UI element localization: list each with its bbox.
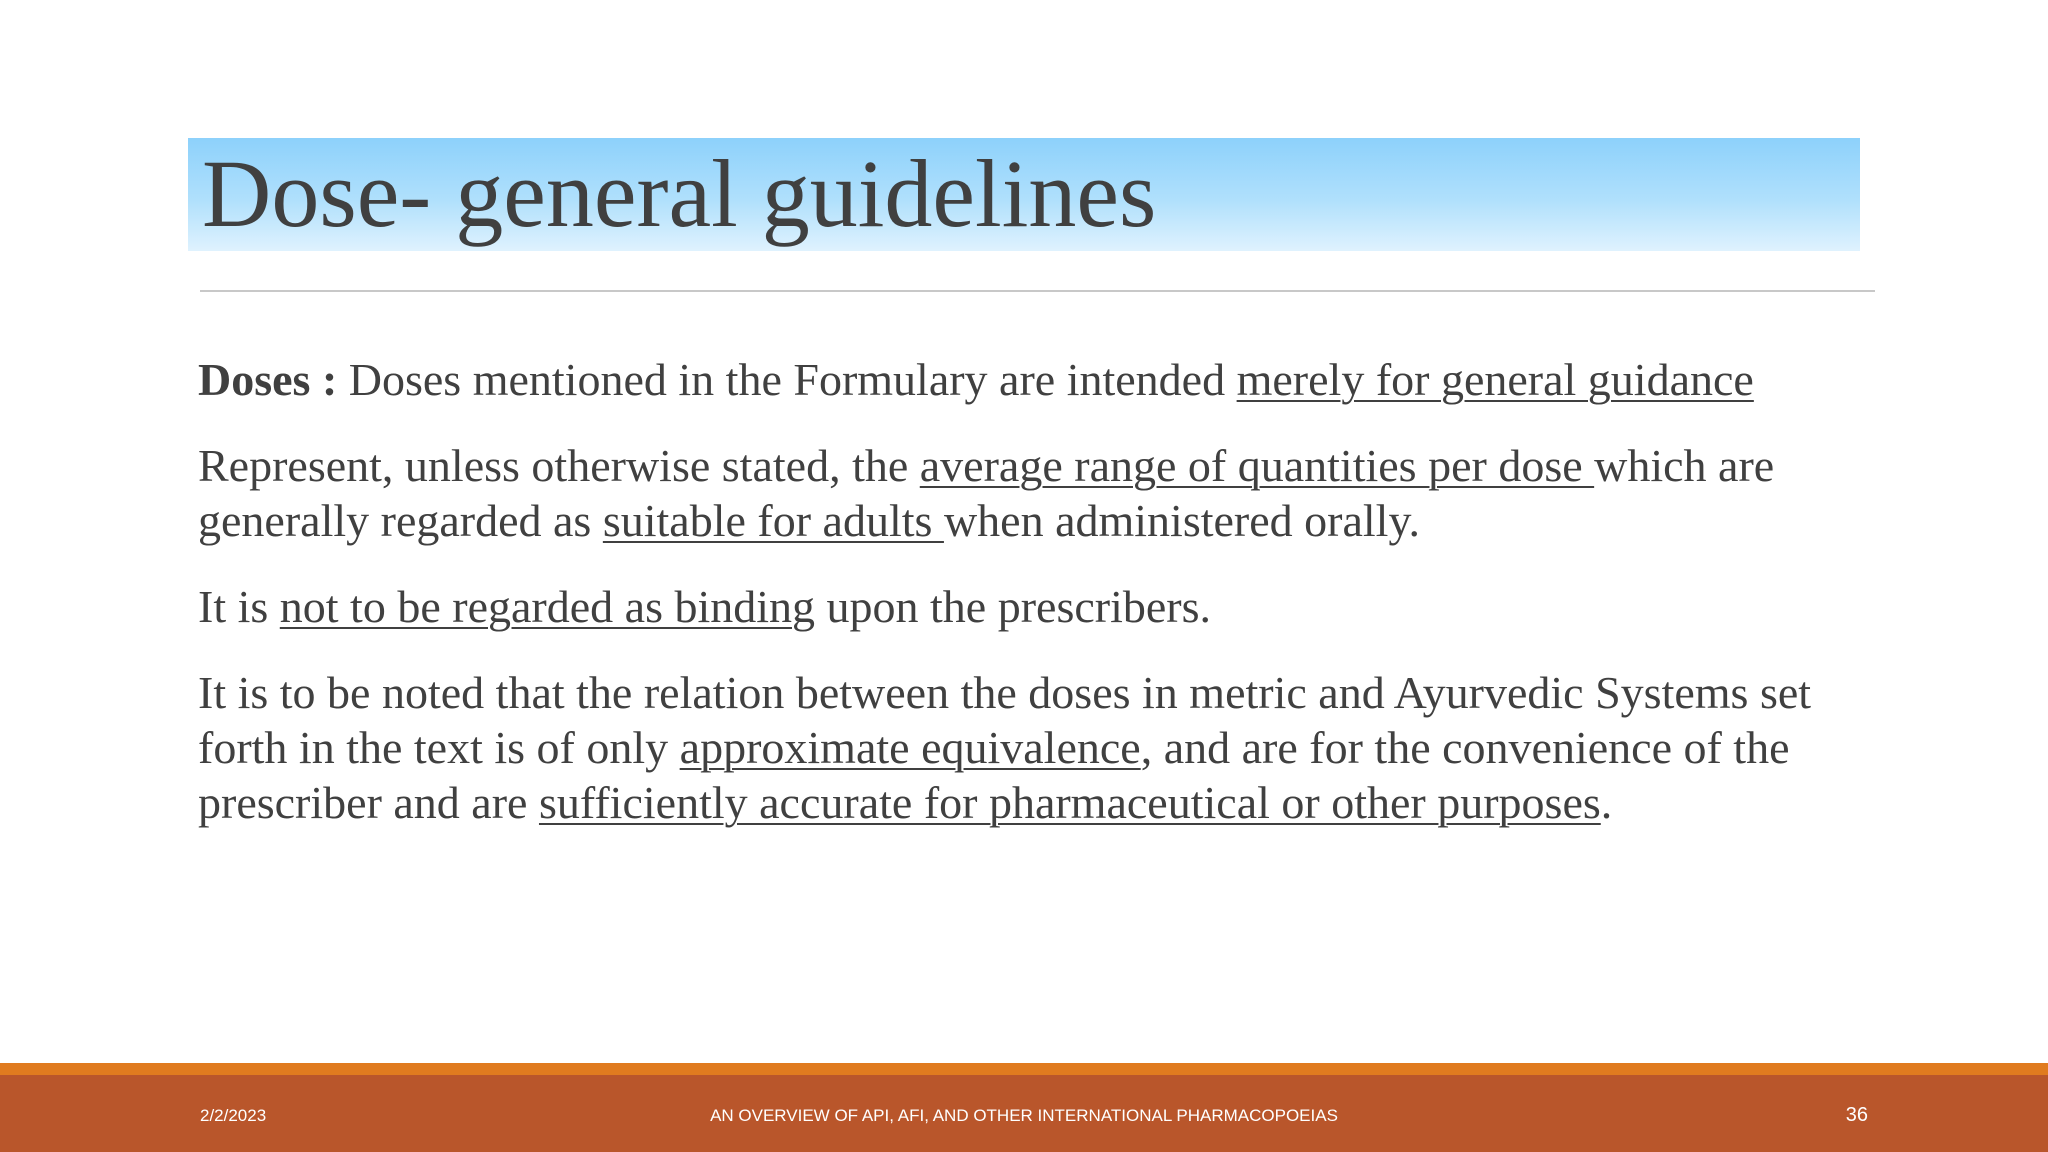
paragraph-doses [198,352,1888,407]
paragraph-text: . [1600,777,1613,828]
slide-body [198,352,1888,861]
underlined-phrase: average range of quantities per dose [919,440,1595,491]
paragraph-text: It is [198,581,280,632]
footer-date: 2/2/2023 [200,1106,267,1125]
paragraph-text: Doses mentioned in the Formulary are intended [337,354,1237,405]
paragraph-represent [198,438,1888,548]
page-number: 36 [1845,1104,1868,1126]
footer-title: AN OVERVIEW OF API, AFI, AND OTHER INTERNATIONAL PHARMACOPOEIAS [710,1106,1338,1125]
underlined-phrase: sufficiently accurate for pharmaceutical or other purposes [538,777,1601,828]
slide-title: Dose- general guidelines [202,140,1157,247]
paragraph-binding [198,579,1888,634]
footer-accent-bar [0,1063,2048,1075]
paragraph-text: when administered orally. [943,495,1420,546]
underlined-phrase: not to be regarded as binding [279,581,816,632]
underlined-phrase: approximate equivalence [679,722,1141,773]
doses-label: Doses : [198,354,338,405]
paragraph-equivalence [198,665,1888,830]
paragraph-text: upon the prescribers. [815,581,1212,632]
underlined-phrase: suitable for adults [602,495,944,546]
paragraph-text: , and are for the convenience of the prescriber and are [198,722,1790,828]
paragraph-text: It is to be noted that the relation between the doses in metric and Ayurvedic Systems set forth in the text is of only [198,667,1812,773]
paragraph-text: which are generally regarded as [198,440,1775,546]
underlined-phrase: merely for general guidance [1236,354,1754,405]
title-divider [200,290,1875,292]
paragraph-text: Represent, unless otherwise stated, the [198,440,920,491]
